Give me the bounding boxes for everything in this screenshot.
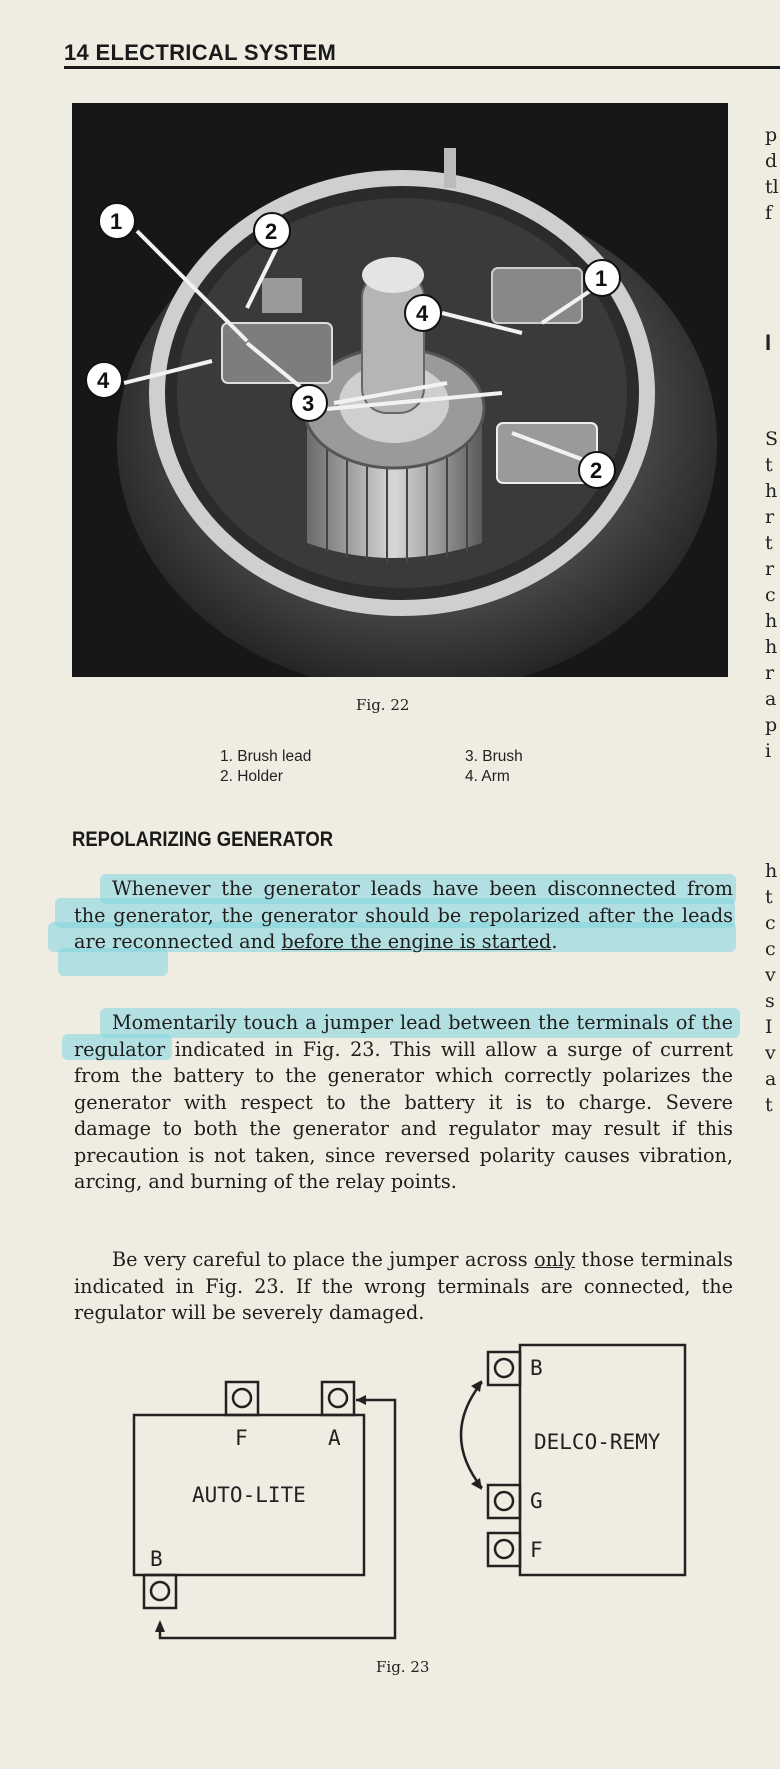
- underlined-phrase: before the engine is started: [281, 930, 552, 953]
- figure-22-legend-right: [465, 747, 523, 787]
- right-margin-top-letters: p d tl f: [765, 124, 779, 224]
- svg-text:1: 1: [595, 266, 608, 291]
- autolite-terminal-b: [144, 1575, 176, 1608]
- generator-photo: [72, 103, 728, 677]
- legend-item-brush-lead: 1. Brush lead: [220, 748, 312, 765]
- delco-terminal-b: [488, 1352, 520, 1385]
- delco-label-b: B: [530, 1356, 543, 1380]
- autolite-terminal-a: [322, 1382, 354, 1415]
- paragraph-2: Momentarily touch a jumper lead between the terminals of the regulator indicated in Fig. 23. This will allow a surge of current from the battery to the generator which correctly polarizes the generator with respect to the battery it is to charge. Severe damage to both the generator and regulator may result if this precaution is not taken, since reversed polarity causes vibration, arcing, and burning of the relay points.: [74, 1011, 733, 1193]
- legend-item-brush: 3. Brush: [465, 748, 523, 765]
- delco-label-f: F: [530, 1538, 543, 1562]
- autolite-label-f: F: [235, 1426, 248, 1450]
- paragraph-1: Whenever the generator leads have been disconnected from the generator, the generator should be repolarized after the leads are reconnected and before the engine is started.: [74, 877, 733, 953]
- page-header: 14 ELECTRICAL SYSTEM: [64, 40, 337, 65]
- delco-name: DELCO-REMY: [534, 1430, 661, 1454]
- svg-text:4: 4: [97, 368, 110, 393]
- legend-item-arm: 4. Arm: [465, 768, 510, 785]
- underlined-word: only: [534, 1248, 575, 1271]
- svg-text:2: 2: [590, 458, 603, 483]
- delco-label-g: G: [530, 1489, 543, 1513]
- svg-text:1: 1: [110, 209, 123, 234]
- figure-22-legend-left: [220, 747, 311, 787]
- delco-regulator-box: [520, 1345, 685, 1575]
- autolite-label-b: B: [150, 1547, 163, 1571]
- section-title: REPOLARIZING GENERATOR: [72, 828, 334, 851]
- right-margin-heading-letter: I: [765, 330, 772, 355]
- autolite-terminal-f: [226, 1382, 258, 1415]
- paragraph-3: Be very careful to place the jumper across only those terminals indicated in Fig. 23. If the wrong terminals are connected, the regulator will be severely damaged.: [74, 1248, 734, 1324]
- legend-item-holder: 2. Holder: [220, 768, 283, 785]
- figure-23-caption: Fig. 23: [376, 1658, 430, 1676]
- svg-text:4: 4: [416, 301, 429, 326]
- header-rule: [64, 66, 780, 69]
- delco-terminal-f: [488, 1533, 520, 1566]
- autolite-name: AUTO-LITE: [192, 1483, 306, 1507]
- right-margin-mid-letters: S t h r t r c h h r a p i: [765, 428, 779, 762]
- delco-terminal-g: [488, 1485, 520, 1518]
- regulator-wiring-diagram: [120, 1330, 700, 1660]
- svg-text:3: 3: [302, 391, 315, 416]
- svg-text:2: 2: [265, 219, 278, 244]
- right-margin-low-letters: h t c c v s I v a t: [765, 860, 778, 1116]
- figure-22-caption: Fig. 22: [356, 696, 410, 714]
- autolite-label-a: A: [328, 1426, 341, 1450]
